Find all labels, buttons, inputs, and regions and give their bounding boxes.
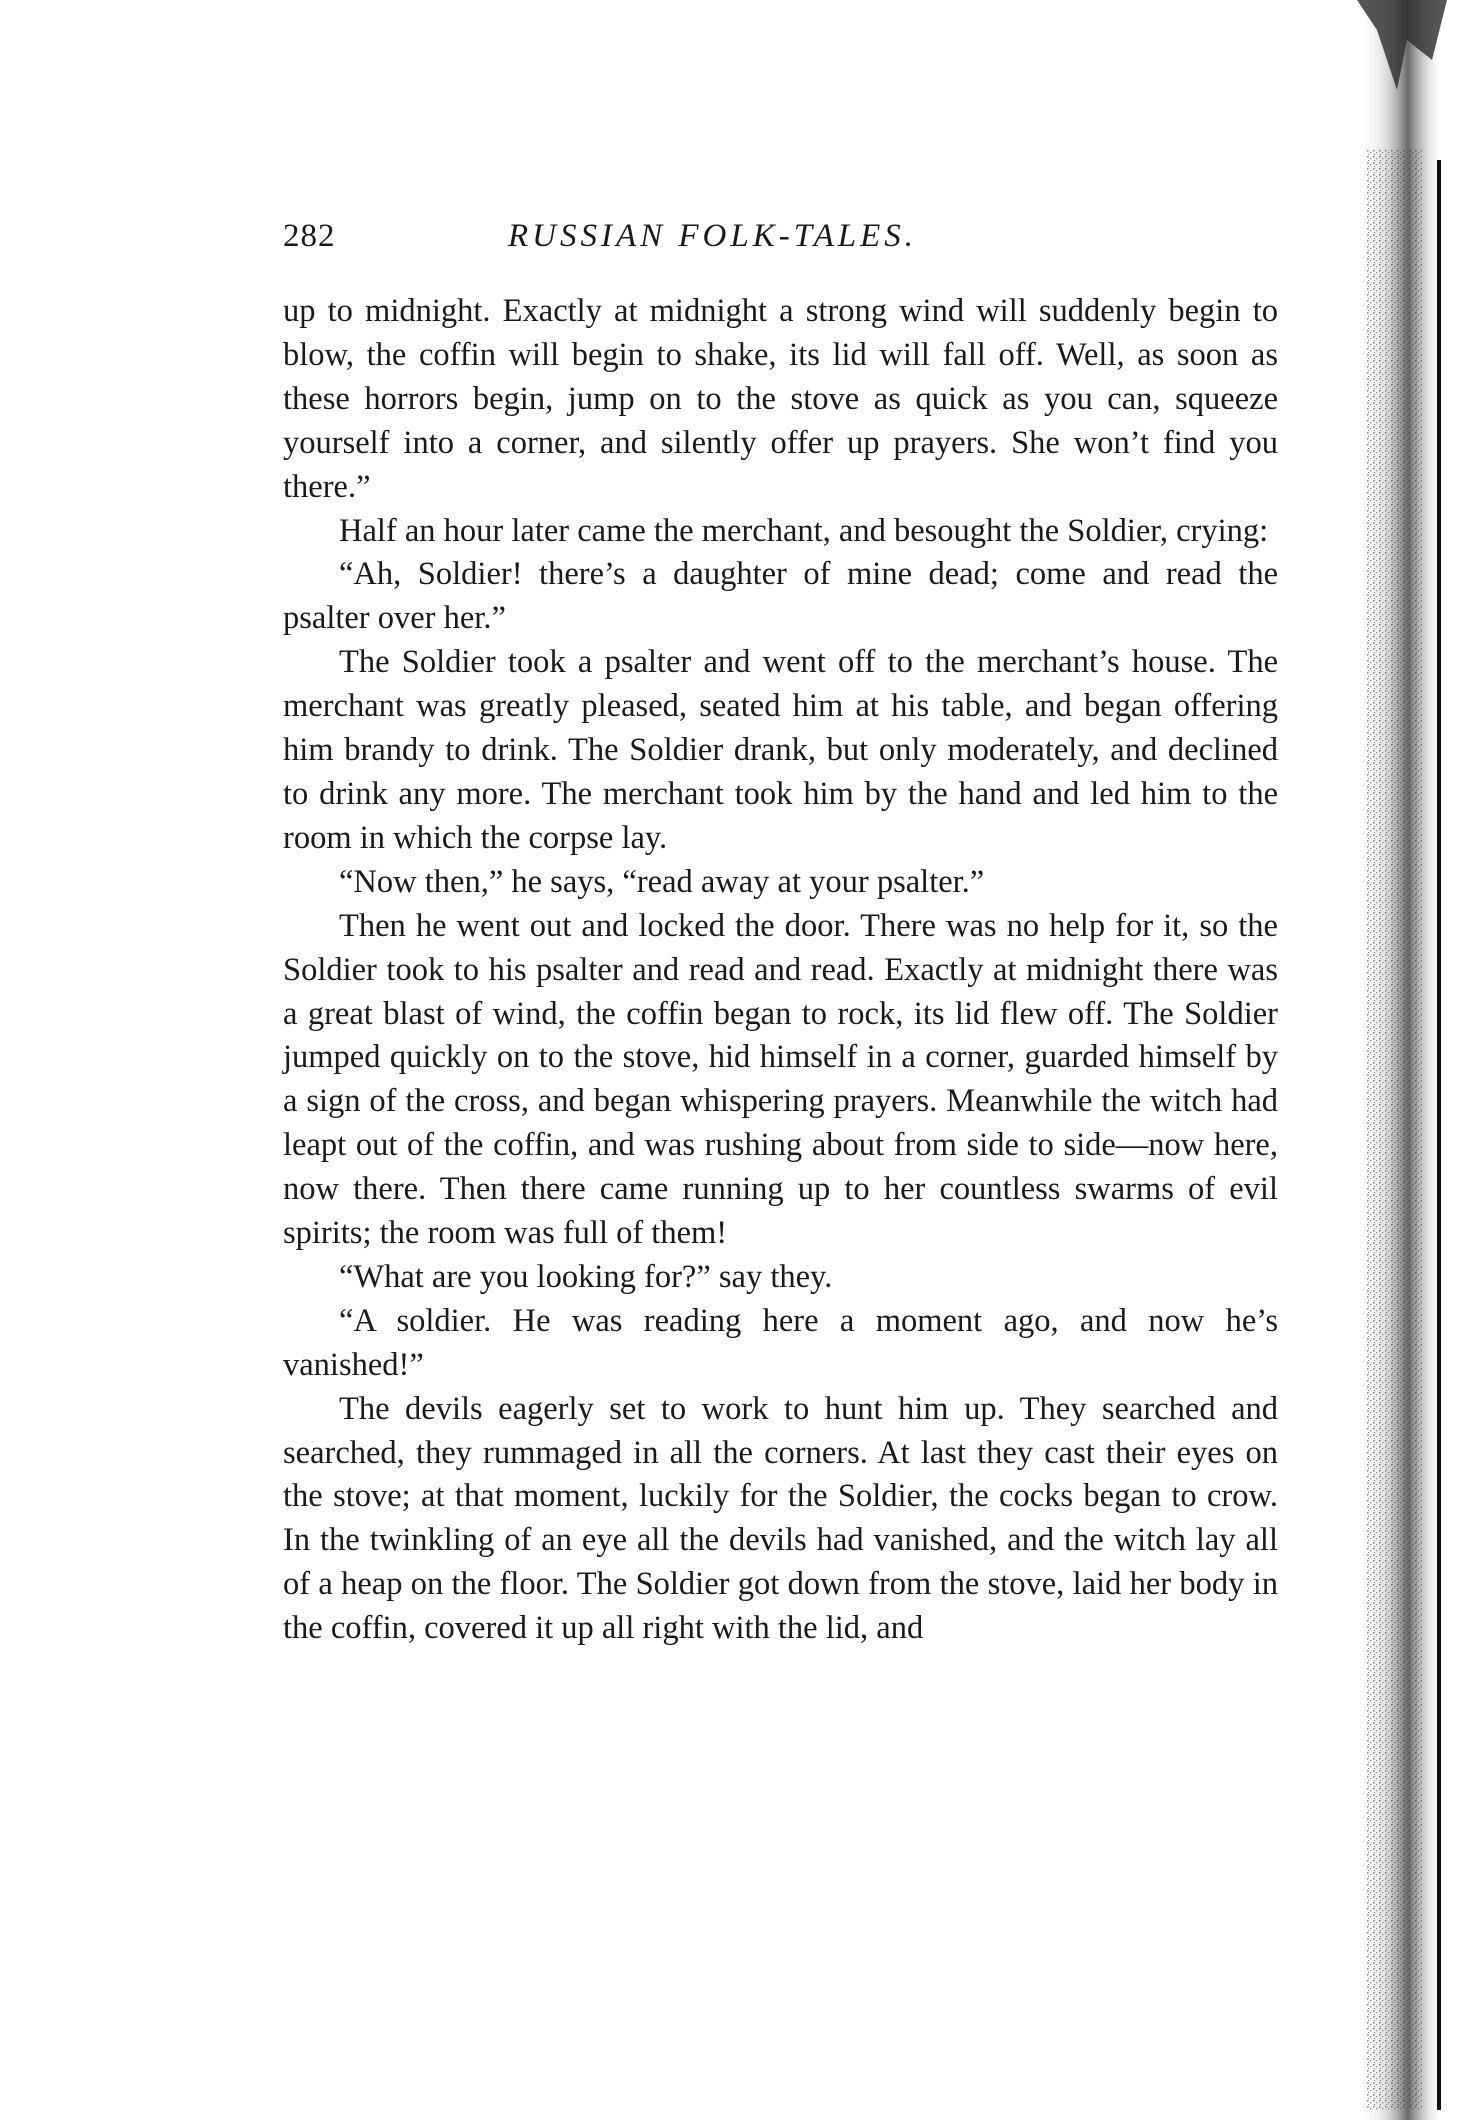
paragraph: The devils eagerly set to work to hunt him up. They searched and searched, they rummaged in all the corners. At last they cast their eyes on the stove; at that moment, luckily for the Soldier, the cocks began to crow. In the twinkling of an eye all the devils had vanished, and the witch lay all of a heap on the floor. The Soldier got down from the stove, laid her body in the coffin, covered it up all right with the lid, and — [283, 1390, 1278, 1647]
paragraph: “A soldier. He was reading here a moment ago, and now he’s vanished!” — [283, 1302, 1278, 1383]
paragraph: “Ah, Soldier! there’s a daughter of mine dead; come and read the psalter over her.” — [283, 556, 1278, 637]
paragraph: Then he went out and locked the door. There was no help for it, so the Soldier took to his psalter and read and read. Exactly at midnight there was a great blast of wind, the coffin began to rock, its lid flew off. The Soldier jumped quickly on to the stove, hid himself in a corner, guarded himself by a sign of the cross, and began whispering prayers. Meanwhile the witch had leapt out of the coffin, and was rushing about from side to side—now here, now there. Then there came running up to her countless swarms of evil spirits; the room was full of them! — [283, 907, 1278, 1252]
page-header — [283, 218, 1283, 268]
page-number: 282 — [283, 218, 336, 254]
binding-edge-shadow — [1337, 0, 1457, 2120]
paragraph: “What are you looking for?” say they. — [339, 1258, 833, 1295]
paragraph: up to midnight. Exactly at midnight a strong wind will suddenly begin to blow, the coffin will begin to shake, its lid will fall off. Well, as soon as these horrors begin, jump on to the stove as quick as you can, squeeze yourself into a corner, and silently offer up prayers. She won’t find you there.” — [283, 293, 1278, 505]
paragraph: The Soldier took a psalter and went off to the merchant’s house. The merchant was greatly pleased, seated him at his table, and began offering him brandy to drink. The Soldier drank, but only moderately, and declined to drink any more. The merchant took him by the hand and led him to the room in which the corpse lay. — [283, 644, 1278, 856]
paragraph: “Now then,” he says, “read away at your psalter.” — [339, 863, 985, 900]
body-text — [283, 290, 1278, 1651]
paragraph: Half an hour later came the merchant, and besought the Soldier, crying: — [339, 512, 1269, 549]
running-head: RUSSIAN FOLK-TALES. — [508, 218, 918, 254]
